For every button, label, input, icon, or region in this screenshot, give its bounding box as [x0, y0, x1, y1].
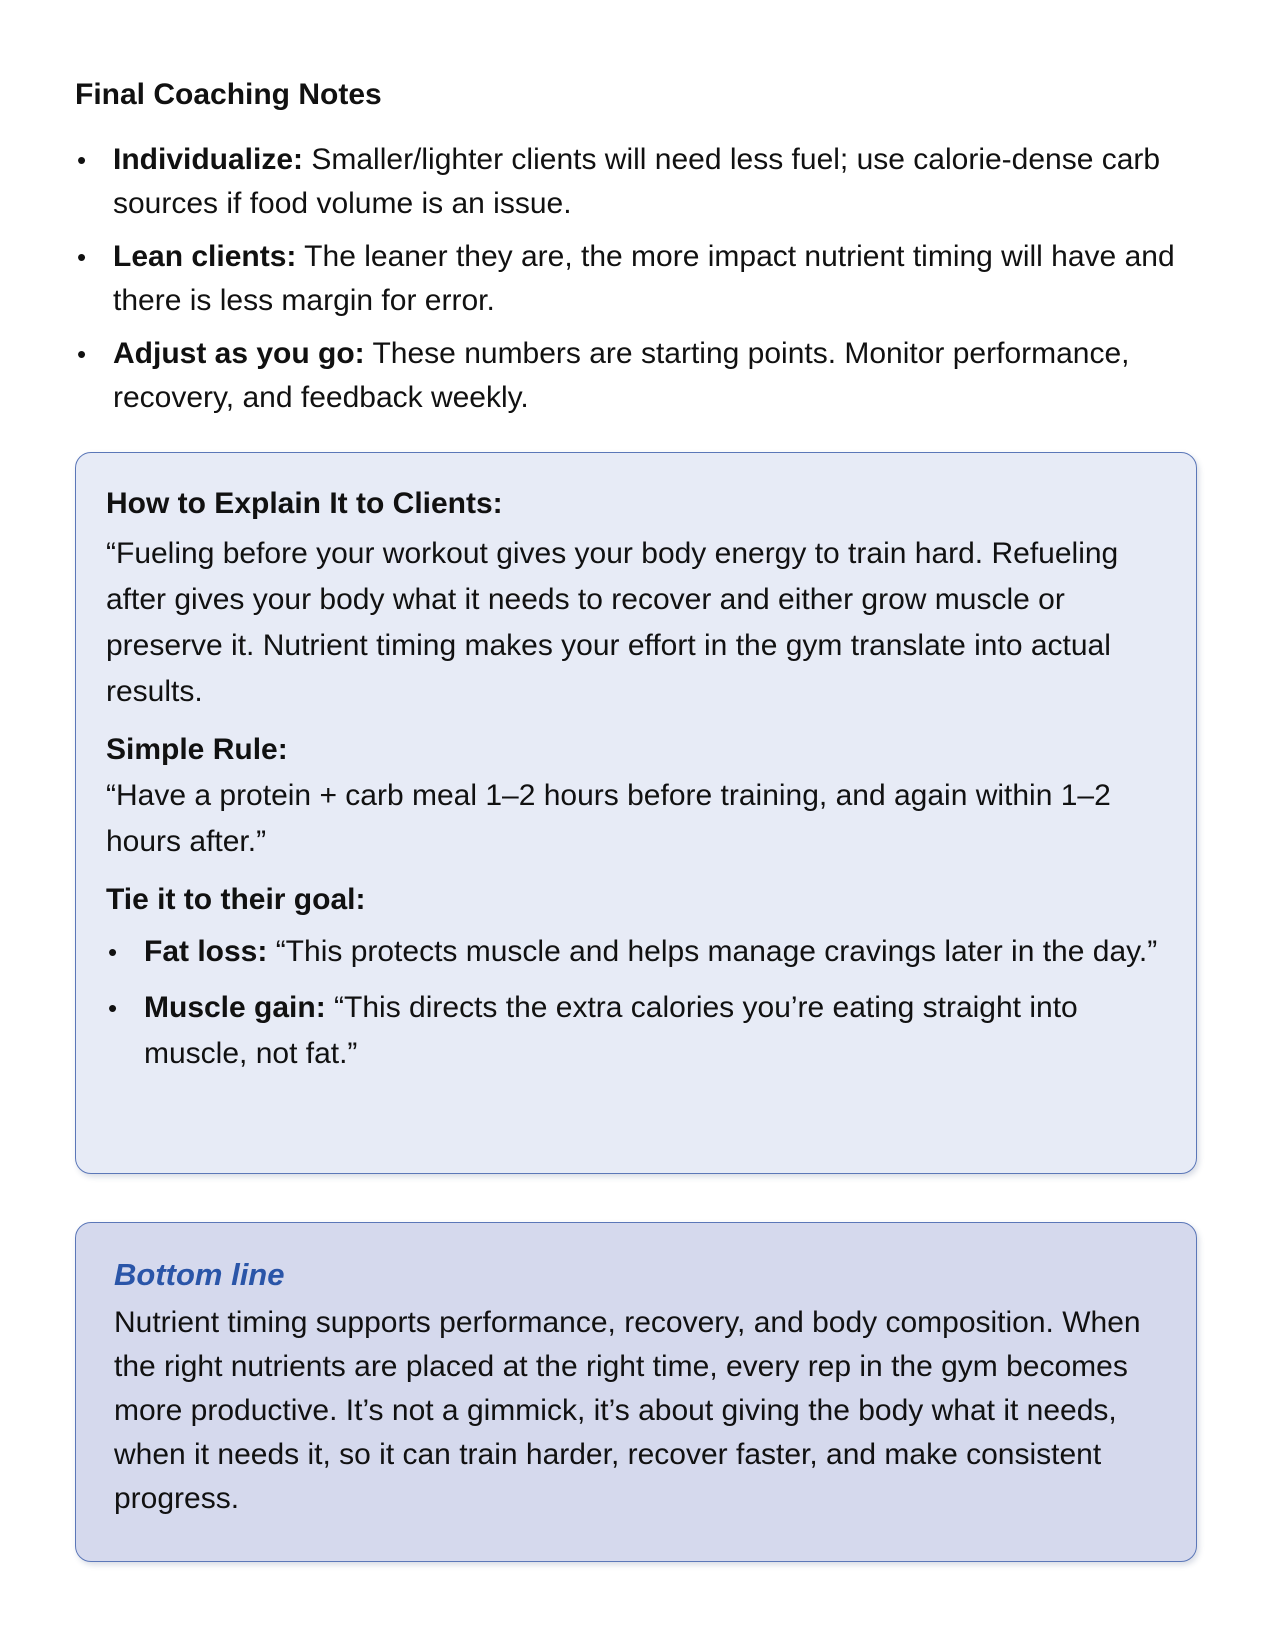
note-lead: Adjust as you go:: [113, 337, 365, 370]
final-coaching-notes-heading: Final Coaching Notes: [75, 78, 382, 111]
goal-lead: Muscle gain:: [144, 991, 326, 1024]
goal-list: [106, 929, 1166, 1077]
final-coaching-notes-list: [75, 138, 1195, 429]
bullet-icon: •: [77, 339, 87, 369]
explain-heading: How to Explain It to Clients:: [106, 487, 503, 520]
list-item: [106, 929, 1166, 975]
note-text: These numbers are starting points. Monitor performance, recovery, and feedback weekly.: [113, 337, 1130, 414]
simple-rule-heading: Simple Rule:: [106, 733, 288, 766]
note-lead: Lean clients:: [113, 240, 297, 273]
bullet-icon: •: [108, 937, 118, 967]
note-text: Smaller/lighter clients will need less fuel; use calorie-dense carb sources if food volume is an issue.: [113, 143, 1161, 220]
list-item: [106, 985, 1166, 1077]
goal-heading: Tie it to their goal:: [106, 883, 366, 916]
explain-quote: “Fueling before your workout gives your body energy to train hard. Refueling after gives your body what it needs to recover and either grow muscle or preserve it. Nutrient timing makes your effort in the gym translate into actual results.: [106, 537, 1119, 708]
list-item: [75, 332, 1195, 420]
list-item: [75, 235, 1195, 323]
list-item: [75, 138, 1195, 226]
bullet-icon: •: [108, 993, 118, 1023]
goal-lead: Fat loss:: [144, 935, 268, 968]
bottom-line-box: [75, 1222, 1197, 1562]
goal-text: “This protects muscle and helps manage cravings later in the day.”: [267, 935, 1158, 968]
note-text: The leaner they are, the more impact nutrient timing will have and there is less margin for error.: [113, 240, 1175, 317]
bullet-icon: •: [77, 242, 87, 272]
note-lead: Individualize:: [113, 143, 304, 176]
goal-text: “This directs the extra calories you’re eating straight into muscle, not fat.”: [144, 991, 1078, 1070]
explain-to-clients-box: [75, 452, 1197, 1174]
bullet-icon: •: [77, 145, 87, 175]
simple-rule-text: “Have a protein + carb meal 1–2 hours before training, and again within 1–2 hours after.”: [106, 779, 1111, 858]
bottom-line-title: Bottom line: [114, 1257, 285, 1292]
bottom-line-text: Nutrient timing supports performance, recovery, and body composition. When the right nutrients are placed at the right time, every rep in the gym becomes more productive. It’s not a gimmick, it’s about giving the body what it needs, when it needs it, so it can train harder, recover faster, and make consistent progress.: [114, 1306, 1141, 1515]
